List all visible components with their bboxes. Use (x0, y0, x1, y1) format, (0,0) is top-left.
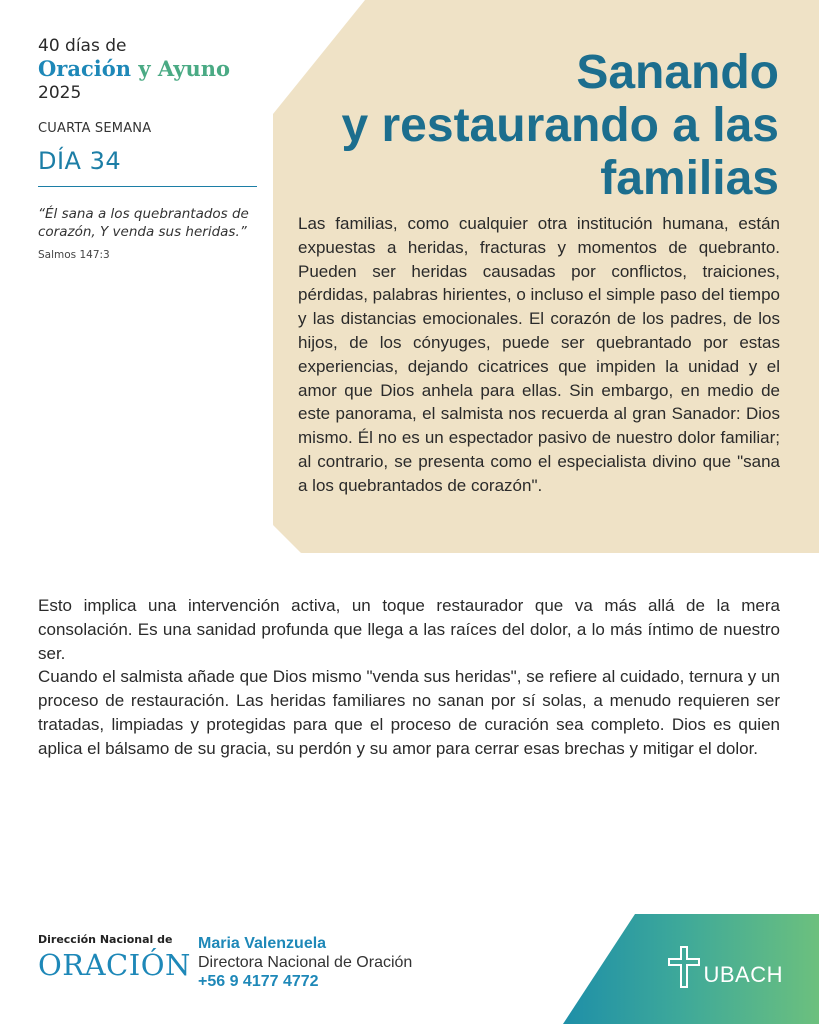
contact-block (198, 934, 412, 991)
org-logo (38, 933, 191, 982)
intro-paragraph: Las familias, como cualquier otra institución humana, están expuestas a heridas, fracturas y momentos de quebranto. Pueden ser heridas causadas por conflictos, traiciones, pérdidas, palabras hirientes, o incluso el simple paso del tiempo y las distancias emocionales. El corazón de los padres, de los hijos, de los cónyuges, puede ser quebrantado por estas experiencias, dejando cicatrices que impiden la unidad y el amor que Dios anhela para ellas. Sin embargo, en medio de este panorama, el salmista nos recuerda al gran Sanador: Dios mismo. Él no es un espectador pasivo de nuestro dolor familiar; al contrario, se presenta como el especialista divino que "sana a los quebrantados de corazón". (298, 214, 780, 495)
contact-phone[interactable]: +56 9 4177 4772 (198, 973, 319, 990)
brand-logo-text: UBACH (703, 962, 783, 987)
body-text (38, 594, 780, 761)
org-logo-big-text: ORACIÓN (38, 948, 191, 982)
campaign-header (38, 36, 258, 104)
campaign-year: 2025 (38, 83, 82, 103)
body-paragraph-1: Esto implica una intervención activa, un toque restaurador que va más allá de la mera consolación. Es una sanidad profunda que llega a las raíces del dolor, a lo más íntimo de nuestro ser. (38, 596, 780, 663)
title-line-1: Sanando (576, 46, 779, 99)
page-title (279, 46, 779, 205)
day-label: DÍA 34 (38, 147, 122, 175)
campaign-name (38, 56, 258, 82)
week-label: CUARTA SEMANA (38, 121, 152, 136)
title-line-2: y restaurando a las (341, 99, 779, 152)
campaign-name-part1: Oración (38, 56, 132, 81)
campaign-name-part2: y Ayuno (138, 56, 231, 81)
campaign-subtitle: 40 días de (38, 36, 127, 56)
body-paragraph-2: Cuando el salmista añade que Dios mismo "venda sus heridas", se refiere al cuidado, ternura y un proceso de restauración. Las heridas familiares no sanan por sí solas, a menudo requieren ser tratadas, limpiadas y protegidas para que el proceso de curación sea completo. Dios es quien aplica el bálsamo de su gracia, su perdón y su amor para cerrar esas brechas y mitigar el dolor. (38, 667, 780, 758)
cross-icon (667, 945, 701, 989)
org-logo-small-text: Dirección Nacional de (38, 933, 173, 946)
header-divider (38, 186, 257, 187)
contact-role: Directora Nacional de Oración (198, 954, 413, 971)
contact-name: Maria Valenzuela (198, 935, 327, 952)
title-line-3: familias (600, 152, 779, 205)
verse-reference: Salmos 147:3 (38, 249, 110, 261)
verse-quote: “Él sana a los quebrantados de corazón, Y venda sus heridas.” (38, 206, 249, 240)
